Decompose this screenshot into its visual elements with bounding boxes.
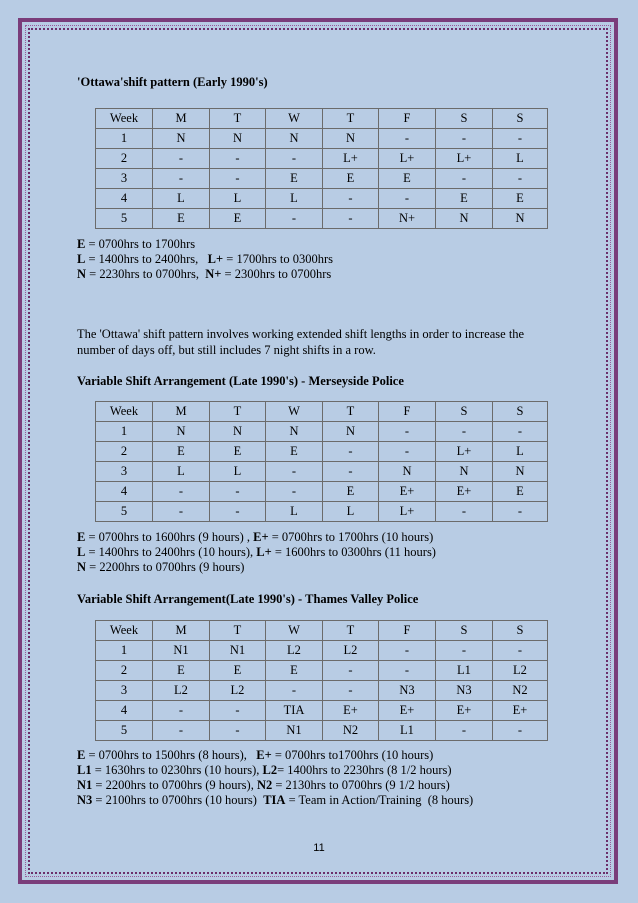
legend-code: E <box>77 237 86 251</box>
table-row <box>96 189 548 209</box>
header-cell: T <box>210 402 266 422</box>
legend-line <box>77 778 473 793</box>
legend-text: = 0700hrs to 1700hrs (10 hours) <box>268 530 434 544</box>
table-cell: L+ <box>379 502 436 522</box>
table-cell: - <box>266 462 323 482</box>
table-row <box>96 129 548 149</box>
table-cell: E <box>323 169 379 189</box>
table-cell: N2 <box>323 721 379 741</box>
header-cell: F <box>379 621 436 641</box>
table-cell: - <box>493 422 548 442</box>
header-cell: T <box>210 109 266 129</box>
table-cell: E <box>210 442 266 462</box>
header-cell: Week <box>96 109 153 129</box>
legend-line <box>77 237 333 252</box>
legend-line <box>77 267 333 282</box>
table-cell: L2 <box>266 641 323 661</box>
table-cell: 4 <box>96 701 153 721</box>
table-cell: - <box>493 129 548 149</box>
page-number: 11 <box>313 842 325 854</box>
header-cell: W <box>266 109 323 129</box>
table-cell: - <box>323 681 379 701</box>
legend-text: = 2130hrs to 0700hrs (9 1/2 hours) <box>272 778 450 792</box>
header-cell: Week <box>96 402 153 422</box>
shift-table-ottawa <box>95 108 548 229</box>
header-cell: S <box>493 402 548 422</box>
header-cell: W <box>266 621 323 641</box>
header-cell: M <box>153 621 210 641</box>
table-row <box>96 502 548 522</box>
table-cell: L <box>210 189 266 209</box>
table-cell: - <box>210 482 266 502</box>
header-cell: T <box>323 621 379 641</box>
table-cell: N <box>436 209 493 229</box>
legend-text: = 1400hrs to 2230hrs (8 1/2 hours) <box>277 763 452 777</box>
table-header-row <box>96 402 548 422</box>
table-cell: 4 <box>96 482 153 502</box>
table-cell: 2 <box>96 149 153 169</box>
table-cell: E+ <box>493 701 548 721</box>
table-cell: - <box>210 502 266 522</box>
table-cell: - <box>323 209 379 229</box>
table-cell: E <box>210 661 266 681</box>
legend-code: L1 <box>77 763 92 777</box>
table-cell: - <box>379 129 436 149</box>
table-cell: L+ <box>436 149 493 169</box>
table-cell: N <box>436 462 493 482</box>
legend-line <box>77 793 473 808</box>
legend-ottawa <box>77 237 333 282</box>
table-cell: 1 <box>96 129 153 149</box>
legend-code: TIA <box>263 793 286 807</box>
table-cell: - <box>153 482 210 502</box>
section-title-thames-valley: Variable Shift Arrangement(Late 1990's) - Thames Valley Police <box>77 592 419 606</box>
table-cell: E+ <box>436 701 493 721</box>
legend-code: E+ <box>253 530 269 544</box>
legend-text: = 1600hrs to 0300hrs (11 hours) <box>271 545 436 559</box>
header-cell: S <box>436 109 493 129</box>
table-cell: N <box>210 129 266 149</box>
table-cell: - <box>323 462 379 482</box>
table-cell: - <box>379 442 436 462</box>
section-title-ottawa: 'Ottawa'shift pattern (Early 1990's) <box>77 75 268 89</box>
legend-text: = 1700hrs to 0300hrs <box>223 252 333 266</box>
table-cell: - <box>493 721 548 741</box>
legend-line <box>77 545 436 560</box>
table-cell: N <box>323 422 379 442</box>
table-cell: L2 <box>210 681 266 701</box>
table-cell: 3 <box>96 169 153 189</box>
table-cell: - <box>436 502 493 522</box>
header-cell: S <box>493 621 548 641</box>
table-cell: 2 <box>96 442 153 462</box>
header-cell: M <box>153 402 210 422</box>
table-row <box>96 701 548 721</box>
shift-table-thames-valley <box>95 620 548 741</box>
table-cell: N <box>266 129 323 149</box>
table-cell: - <box>266 482 323 502</box>
table-header-row <box>96 109 548 129</box>
header-cell: T <box>323 402 379 422</box>
header-cell: Week <box>96 621 153 641</box>
legend-line <box>77 748 473 763</box>
legend-text: = 1630hrs to 0230hrs (10 hours), <box>91 763 263 777</box>
table-cell: E <box>493 482 548 502</box>
table-cell: N1 <box>210 641 266 661</box>
table-cell: 4 <box>96 189 153 209</box>
table-cell: N1 <box>153 641 210 661</box>
table-cell: E <box>266 169 323 189</box>
header-cell: W <box>266 402 323 422</box>
header-cell: S <box>493 109 548 129</box>
table-cell: - <box>266 681 323 701</box>
table-cell: 2 <box>96 661 153 681</box>
table-cell: - <box>379 189 436 209</box>
legend-code: E <box>77 748 86 762</box>
table-cell: - <box>153 701 210 721</box>
table-cell: L <box>266 502 323 522</box>
table-cell: N <box>379 462 436 482</box>
legend-text: = 2300hrs to 0700hrs <box>221 267 332 281</box>
table-cell: 3 <box>96 462 153 482</box>
table-row <box>96 442 548 462</box>
table-cell: E <box>153 442 210 462</box>
table-cell: - <box>153 721 210 741</box>
section-title-merseyside: Variable Shift Arrangement (Late 1990's) - Merseyside Police <box>77 374 404 388</box>
table-cell: - <box>379 661 436 681</box>
table-row <box>96 661 548 681</box>
table-cell: E <box>153 661 210 681</box>
table-row <box>96 209 548 229</box>
legend-text: = 2200hrs to 0700hrs (9 hours) <box>86 560 245 574</box>
table-cell: L <box>266 189 323 209</box>
table-cell: - <box>493 641 548 661</box>
table-cell: - <box>210 149 266 169</box>
table-cell: - <box>436 721 493 741</box>
table-cell: - <box>379 422 436 442</box>
table-cell: - <box>153 502 210 522</box>
table-cell: E+ <box>323 701 379 721</box>
table-cell: L2 <box>153 681 210 701</box>
table-row <box>96 482 548 502</box>
table-row <box>96 641 548 661</box>
table-cell: - <box>266 209 323 229</box>
table-cell: - <box>436 422 493 442</box>
table-cell: L <box>493 149 548 169</box>
table-cell: N <box>210 422 266 442</box>
table-cell: N2 <box>493 681 548 701</box>
legend-text: = 0700hrs to 1700hrs <box>85 237 196 251</box>
legend-code: N1 <box>77 778 93 792</box>
table-cell: - <box>323 442 379 462</box>
legend-code: E <box>77 530 86 544</box>
table-cell: - <box>436 169 493 189</box>
table-cell: N3 <box>436 681 493 701</box>
table-row <box>96 681 548 701</box>
table-cell: L2 <box>493 661 548 681</box>
legend-text: = Team in Action/Training (8 hours) <box>285 793 474 807</box>
legend-text: = 0700hrs to 1600hrs (9 hours) , <box>85 530 254 544</box>
table-cell: L+ <box>323 149 379 169</box>
table-row <box>96 462 548 482</box>
table-cell: 5 <box>96 502 153 522</box>
table-cell: N <box>153 129 210 149</box>
table-cell: E <box>210 209 266 229</box>
table-row <box>96 149 548 169</box>
table-cell: E <box>323 482 379 502</box>
legend-line <box>77 252 333 267</box>
table-cell: - <box>210 169 266 189</box>
legend-text: = 2100hrs to 0700hrs (10 hours) <box>92 793 264 807</box>
legend-code: L <box>77 545 86 559</box>
legend-code: L+ <box>256 545 272 559</box>
legend-line <box>77 763 473 778</box>
table-cell: N <box>153 422 210 442</box>
table-cell: N <box>493 209 548 229</box>
table-cell: - <box>436 641 493 661</box>
table-cell: - <box>323 189 379 209</box>
header-cell: T <box>210 621 266 641</box>
legend-code: N <box>77 560 87 574</box>
legend-line <box>77 530 436 545</box>
table-cell: L <box>323 502 379 522</box>
table-cell: 3 <box>96 681 153 701</box>
legend-text: = 2230hrs to 0700hrs, <box>86 267 206 281</box>
table-header-row <box>96 621 548 641</box>
table-cell: - <box>493 502 548 522</box>
table-cell: 5 <box>96 209 153 229</box>
table-cell: 5 <box>96 721 153 741</box>
table-cell: E <box>266 442 323 462</box>
table-cell: 1 <box>96 641 153 661</box>
table-cell: L <box>153 189 210 209</box>
header-cell: M <box>153 109 210 129</box>
table-cell: N+ <box>379 209 436 229</box>
legend-code: E+ <box>256 748 272 762</box>
table-cell: - <box>210 721 266 741</box>
table-cell: L <box>210 462 266 482</box>
table-cell: - <box>210 701 266 721</box>
table-cell: - <box>379 641 436 661</box>
table-cell: - <box>153 149 210 169</box>
table-row <box>96 422 548 442</box>
legend-text: = 0700hrs to1700hrs (10 hours) <box>271 748 434 762</box>
table-cell: N1 <box>266 721 323 741</box>
table-cell: E <box>493 189 548 209</box>
table-cell: E <box>379 169 436 189</box>
shift-table-merseyside <box>95 401 548 522</box>
table-cell: L1 <box>436 661 493 681</box>
legend-text: = 2200hrs to 0700hrs (9 hours), <box>92 778 257 792</box>
legend-thames-valley <box>77 748 473 808</box>
table-cell: L <box>153 462 210 482</box>
table-cell: 1 <box>96 422 153 442</box>
table-cell: L+ <box>436 442 493 462</box>
table-row <box>96 169 548 189</box>
legend-line <box>77 560 436 575</box>
legend-code: L2 <box>262 763 278 777</box>
legend-code: N3 <box>77 793 93 807</box>
table-cell: - <box>323 661 379 681</box>
table-cell: E <box>153 209 210 229</box>
table-cell: N <box>493 462 548 482</box>
table-cell: - <box>153 169 210 189</box>
header-cell: S <box>436 402 493 422</box>
legend-code: L <box>77 252 86 266</box>
legend-text: = 0700hrs to 1500hrs (8 hours), <box>85 748 257 762</box>
legend-text: = 1400hrs to 2400hrs (10 hours), <box>85 545 257 559</box>
table-cell: E+ <box>379 482 436 502</box>
legend-code: L+ <box>207 252 224 266</box>
table-cell: TIA <box>266 701 323 721</box>
table-cell: L <box>493 442 548 462</box>
table-cell: E <box>436 189 493 209</box>
table-cell: - <box>436 129 493 149</box>
table-cell: N <box>323 129 379 149</box>
table-cell: - <box>493 169 548 189</box>
legend-text: = 1400hrs to 2400hrs, <box>85 252 208 266</box>
table-cell: E+ <box>379 701 436 721</box>
legend-code: N <box>77 267 87 281</box>
legend-merseyside <box>77 530 436 575</box>
header-cell: F <box>379 402 436 422</box>
legend-code: N2 <box>256 778 273 792</box>
table-cell: L1 <box>379 721 436 741</box>
table-cell: N3 <box>379 681 436 701</box>
table-cell: L+ <box>379 149 436 169</box>
table-cell: E+ <box>436 482 493 502</box>
table-cell: E <box>266 661 323 681</box>
table-row <box>96 721 548 741</box>
legend-code: N+ <box>205 267 222 281</box>
header-cell: S <box>436 621 493 641</box>
header-cell: T <box>323 109 379 129</box>
table-cell: L2 <box>323 641 379 661</box>
ottawa-description: The 'Ottawa' shift pattern involves working extended shift lengths in order to increase the number of days off, but still includes 7 night shifts in a row. <box>77 327 525 357</box>
table-cell: N <box>266 422 323 442</box>
header-cell: F <box>379 109 436 129</box>
table-cell: - <box>266 149 323 169</box>
